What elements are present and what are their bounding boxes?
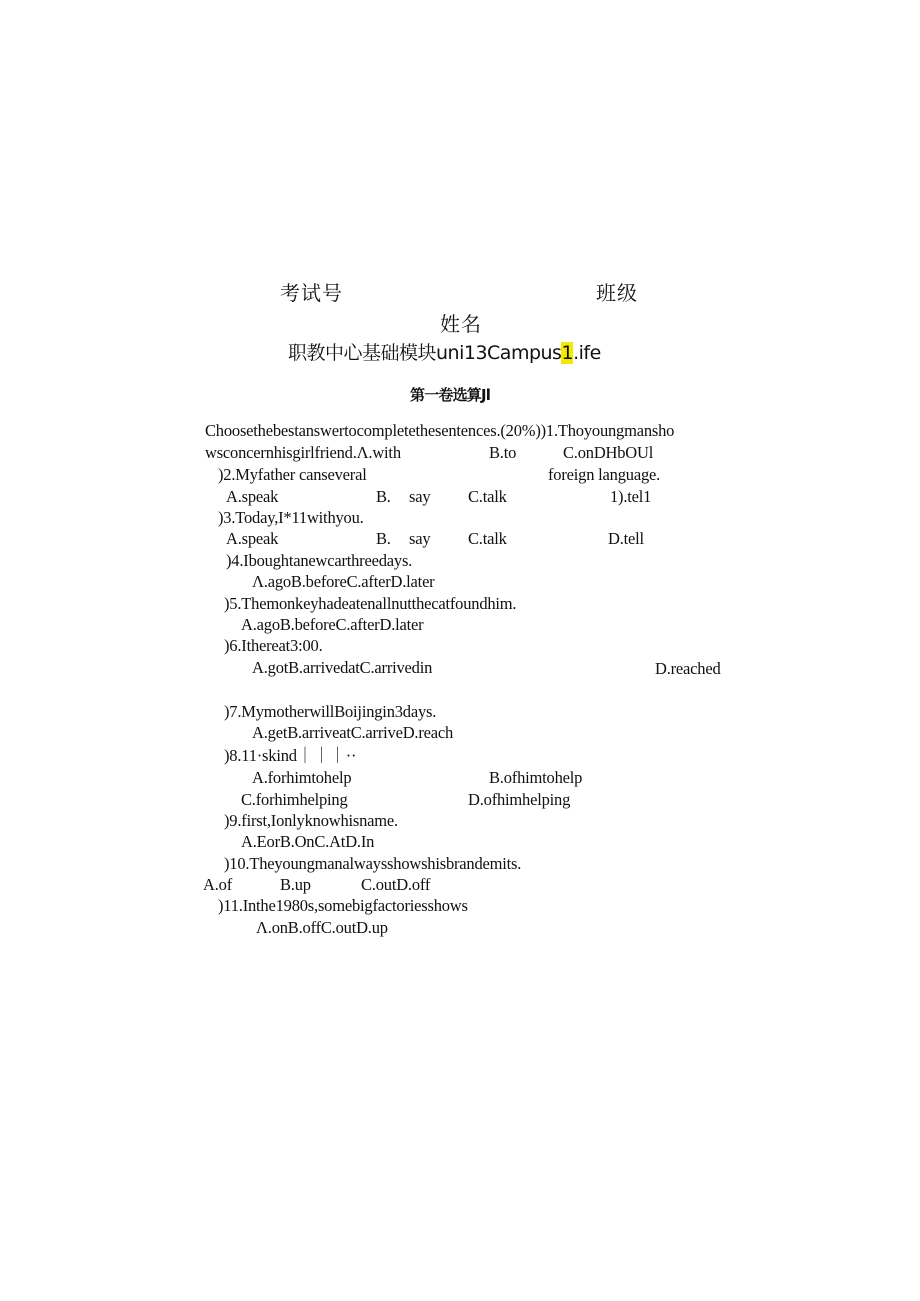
q2-stem-end: foreign language. <box>548 465 661 484</box>
q8-option-a: A.forhimtohelp <box>252 768 352 787</box>
q2-stem: )2.Myfather canseveral <box>218 465 367 484</box>
q1-option-c: C.onDHbOUl <box>563 443 654 462</box>
q6-options: A.gotB.arrivedatC.arrivedin <box>252 658 433 677</box>
q3-option-a: A.speak <box>226 529 279 548</box>
q3-option-b: say <box>409 529 431 548</box>
q7-options: A.getB.arriveatC.arriveD.reach <box>252 723 454 742</box>
q2-option-d: 1).tel1 <box>610 487 652 506</box>
q11-stem: )11.Inthe1980s,somebigfactoriesshows <box>218 896 468 915</box>
exam-number-label: 考试号 <box>280 281 343 305</box>
q11-options: Λ.onB.offC.outD.up <box>256 918 388 937</box>
q9-stem: )9.first,Ionlyknowhisname. <box>224 811 398 830</box>
q1-option-b: B.to <box>489 443 517 462</box>
q6-stem: )6.Ithereat3:00. <box>224 636 323 655</box>
q2-option-b-letter: B. <box>376 487 391 506</box>
q8-option-b: B.ofhimtohelp <box>489 768 583 787</box>
q7-stem: )7.MymotherwillBoijingin3days. <box>224 702 437 721</box>
q3-option-c: C.talk <box>468 529 507 548</box>
q2-option-c: C.talk <box>468 487 507 506</box>
q4-options: Λ.agoB.beforeC.afterD.later <box>252 572 435 591</box>
q10-option-cd: C.outD.off <box>361 875 431 894</box>
q8-option-d: D.ofhimhelping <box>468 790 571 809</box>
q2-option-a: A.speak <box>226 487 279 506</box>
q5-options: A.agoB.beforeC.afterD.later <box>241 615 424 634</box>
instruction-line: Choosethebestanswertocompletethesentences.(20%))1.Thoyoungmansho <box>205 421 675 440</box>
section-title: 第一卷选算Jl <box>410 386 491 404</box>
q4-stem: )4.Iboughtanewcarthreedays. <box>226 551 413 570</box>
q10-stem: )10.Theyoungmanalwaysshowshisbrandemits. <box>224 854 522 873</box>
q8-option-c: C.forhimhelping <box>241 790 348 809</box>
q5-stem: )5.Themonkeyhadeatenallnutthecatfoundhim. <box>224 594 517 613</box>
title-end: .ife <box>573 342 601 364</box>
q3-option-b-letter: B. <box>376 529 391 548</box>
q3-stem: )3.Today,I*11withyou. <box>218 508 364 527</box>
page-title <box>288 341 601 365</box>
class-label: 班级 <box>596 281 638 305</box>
q10-option-b: B.up <box>280 875 311 894</box>
title-main: 职教中心基础模块uni13Campus <box>288 342 562 364</box>
q6-option-d: D.reached <box>655 659 721 678</box>
title-highlight: 1 <box>561 342 574 364</box>
name-label: 姓名 <box>440 312 482 336</box>
q10-option-a: A.of <box>203 875 232 894</box>
q8-stem: )8.11·skind｜｜｜·· <box>224 746 357 765</box>
q1-options: wsconcernhisgirlfriend.Λ.with <box>205 443 401 462</box>
q2-option-b: say <box>409 487 431 506</box>
q9-options: A.EorB.OnC.AtD.In <box>241 832 375 851</box>
q3-option-d: D.tell <box>608 529 644 548</box>
